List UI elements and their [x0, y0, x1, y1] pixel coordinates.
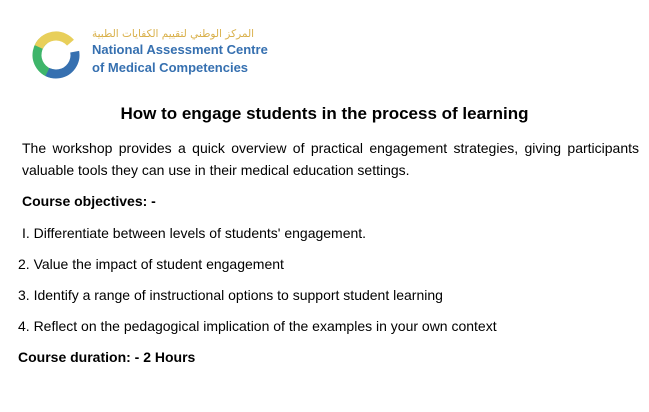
nacmc-logo — [30, 27, 270, 83]
intro-paragraph: The workshop provides a quick overview of practical engagement strategies, giving participants valuable tools they can use in their medical education settings. — [22, 140, 639, 178]
logo-arabic-name: المركز الوطني لتقييم الكفايات الطبية — [92, 28, 255, 40]
objective-item-2: 2. Value the impact of student engagement — [18, 256, 284, 272]
objective-item-4: 4. Reflect on the pedagogical implication of the examples in your own context — [18, 318, 497, 334]
objective-item-3: 3. Identify a range of instructional options to support student learning — [18, 287, 443, 303]
page-title: How to engage students in the process of learning — [120, 104, 529, 123]
logo-ring-icon — [30, 29, 82, 81]
logo-name-line1: National Assessment Centre — [92, 42, 268, 57]
objective-item-1: I. Differentiate between levels of students' engagement. — [22, 225, 367, 241]
logo-text — [92, 27, 272, 77]
course-duration: Course duration: - 2 Hours — [18, 349, 196, 365]
logo-name-line2: of Medical Competencies — [92, 60, 249, 75]
objectives-heading: Course objectives: - — [22, 193, 156, 209]
